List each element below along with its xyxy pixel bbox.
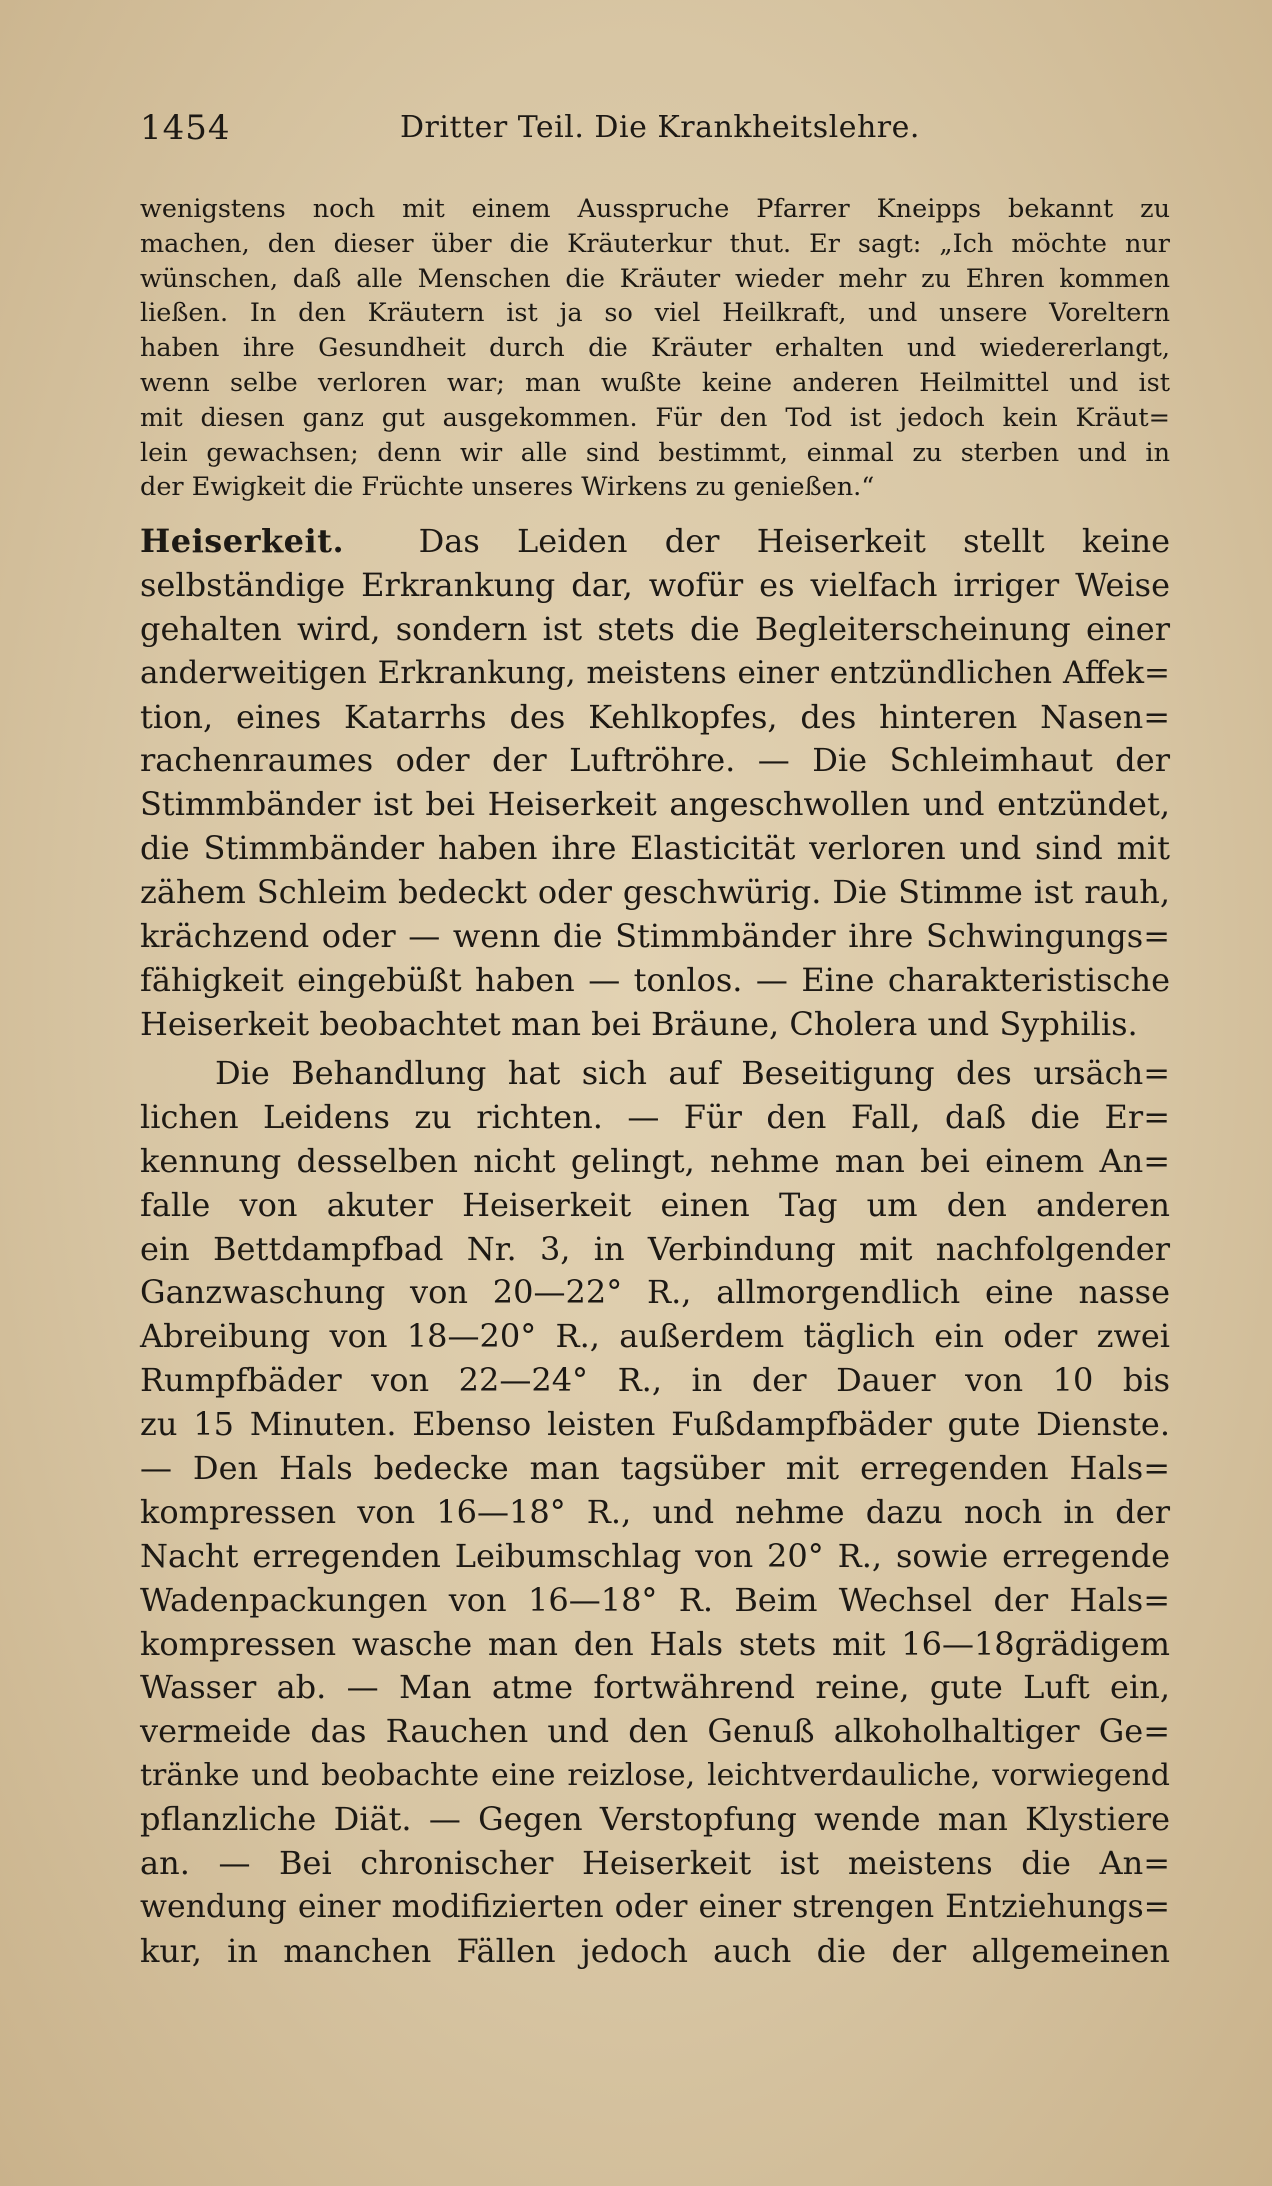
text-line: zähem Schleim bedeckt oder geschwürig. Die Stimme ist rauh, xyxy=(140,873,1170,912)
text-line: fähigkeit eingebüßt haben — tonlos. — Eine charakteristische xyxy=(140,960,1170,999)
text-line: tion, eines Katarrhs des Kehlkopfes, des hinteren Nasen= xyxy=(140,697,1170,736)
text-line: Wadenpackungen von 16—18° R. Beim Wechsel der Hals= xyxy=(140,1580,1170,1619)
text-line: tränke und beobachte eine reizlose, leichtverdauliche, vorwiegend xyxy=(140,1758,1170,1794)
quote-paragraph xyxy=(140,192,1170,505)
text-line: wünschen, daß alle Menschen die Kräuter wieder mehr zu Ehren kommen xyxy=(140,263,1170,294)
text-line: Die Behandlung hat sich auf Beseitigung des ursäch= xyxy=(215,1054,1170,1092)
text-line: lein gewachsen; denn wir alle sind bestimmt, einmal zu sterben und in xyxy=(140,437,1170,468)
text-line: Wasser ab. — Man atme fortwährend reine, gute Luft ein, xyxy=(140,1668,1170,1707)
text-line: mit diesen ganz gut ausgekommen. Für den Tod ist jedoch kein Kräut= xyxy=(140,402,1170,433)
text-line: an. — Bei chronischer Heiserkeit ist meistens die An= xyxy=(140,1844,1170,1883)
page-number: 1454 xyxy=(140,108,231,148)
text-line: zu 15 Minuten. Ebenso leisten Fußdampfbäder gute Dienste. xyxy=(140,1405,1170,1444)
running-title: Dritter Teil. Die Krankheitslehre. xyxy=(400,110,920,145)
text-line: wenn selbe verloren war; man wußte keine anderen Heilmittel und ist xyxy=(140,367,1170,398)
text-line: Rumpfbäder von 22—24° R., in der Dauer von 10 bis xyxy=(140,1361,1170,1400)
text-line xyxy=(140,520,1170,564)
section-heiserkeit xyxy=(140,520,1170,1047)
text-line: haben ihre Gesundheit durch die Kräuter erhalten und wiedererlangt, xyxy=(140,333,1170,364)
text-line: rachenraumes oder der Luftröhre. — Die Schleimhaut der xyxy=(140,741,1170,780)
text-line: ein Bettdampfbad Nr. 3, in Verbindung mit nachfolgender xyxy=(140,1229,1170,1268)
text-line: die Stimmbänder haben ihre Elasticität verloren und sind mit xyxy=(140,829,1170,868)
text-line: kennung desselben nicht gelingt, nehme man bei einem An= xyxy=(140,1141,1170,1180)
text-line: Ganzwaschung von 20—22° R., allmorgendlich eine nasse xyxy=(140,1273,1170,1312)
text-line: Heiserkeit beobachtet man bei Bräune, Cholera und Syphilis. xyxy=(140,1004,1138,1043)
text-line: Stimmbänder ist bei Heiserkeit angeschwollen und entzündet, xyxy=(140,785,1170,824)
text-line: ließen. In den Kräutern ist ja so viel Heilkraft, und unsere Voreltern xyxy=(140,298,1170,329)
text-line: Nacht erregenden Leibumschlag von 20° R., sowie erregende xyxy=(140,1536,1170,1575)
text-line: gehalten wird, sondern ist stets die Begleiterscheinung einer xyxy=(140,609,1170,648)
treatment-paragraph xyxy=(140,1052,1170,1974)
text-line: kur, in manchen Fällen jedoch auch die der allgemeinen xyxy=(140,1931,1170,1970)
text-line: der Ewigkeit die Früchte unseres Wirkens zu genießen.“ xyxy=(140,472,875,503)
page-header xyxy=(140,108,1170,158)
text-line: pflanzliche Diät. — Gegen Verstopfung wende man Klystiere xyxy=(140,1800,1170,1839)
text-line: machen, den dieser über die Kräuterkur thut. Er sagt: „Ich möchte nur xyxy=(140,228,1170,259)
text-line: — Den Hals bedecke man tagsüber mit erregenden Hals= xyxy=(140,1449,1170,1488)
text-line: kompressen von 16—18° R., und nehme dazu noch in der xyxy=(140,1492,1170,1531)
text-line: wenigstens noch mit einem Ausspruche Pfarrer Kneipps bekannt zu xyxy=(140,194,1170,224)
text-line: anderweitigen Erkrankung, meistens einer entzündlichen Affek= xyxy=(140,654,1170,691)
text-line: falle von akuter Heiserkeit einen Tag um den anderen xyxy=(140,1185,1170,1224)
text-line: lichen Leidens zu richten. — Für den Fall, daß die Er= xyxy=(140,1097,1170,1136)
section-heading: Heiserkeit. xyxy=(140,522,345,560)
text-line: Abreibung von 18—20° R., außerdem täglich ein oder zwei xyxy=(140,1317,1170,1356)
heading-line-text: Das Leiden der Heiserkeit stellt keine xyxy=(418,522,1171,560)
text-line: krächzend oder — wenn die Stimmbänder ihre Schwingungs= xyxy=(140,917,1170,956)
text-line: wendung einer modifizierten oder einer strengen Entziehungs= xyxy=(140,1888,1170,1925)
text-line: selbständige Erkrankung dar, wofür es vielfach irriger Weise xyxy=(140,565,1170,604)
text-line: kompressen wasche man den Hals stets mit 16—18grädigem xyxy=(140,1624,1170,1663)
text-line: vermeide das Rauchen und den Genuß alkoholhaltiger Ge= xyxy=(140,1712,1170,1751)
